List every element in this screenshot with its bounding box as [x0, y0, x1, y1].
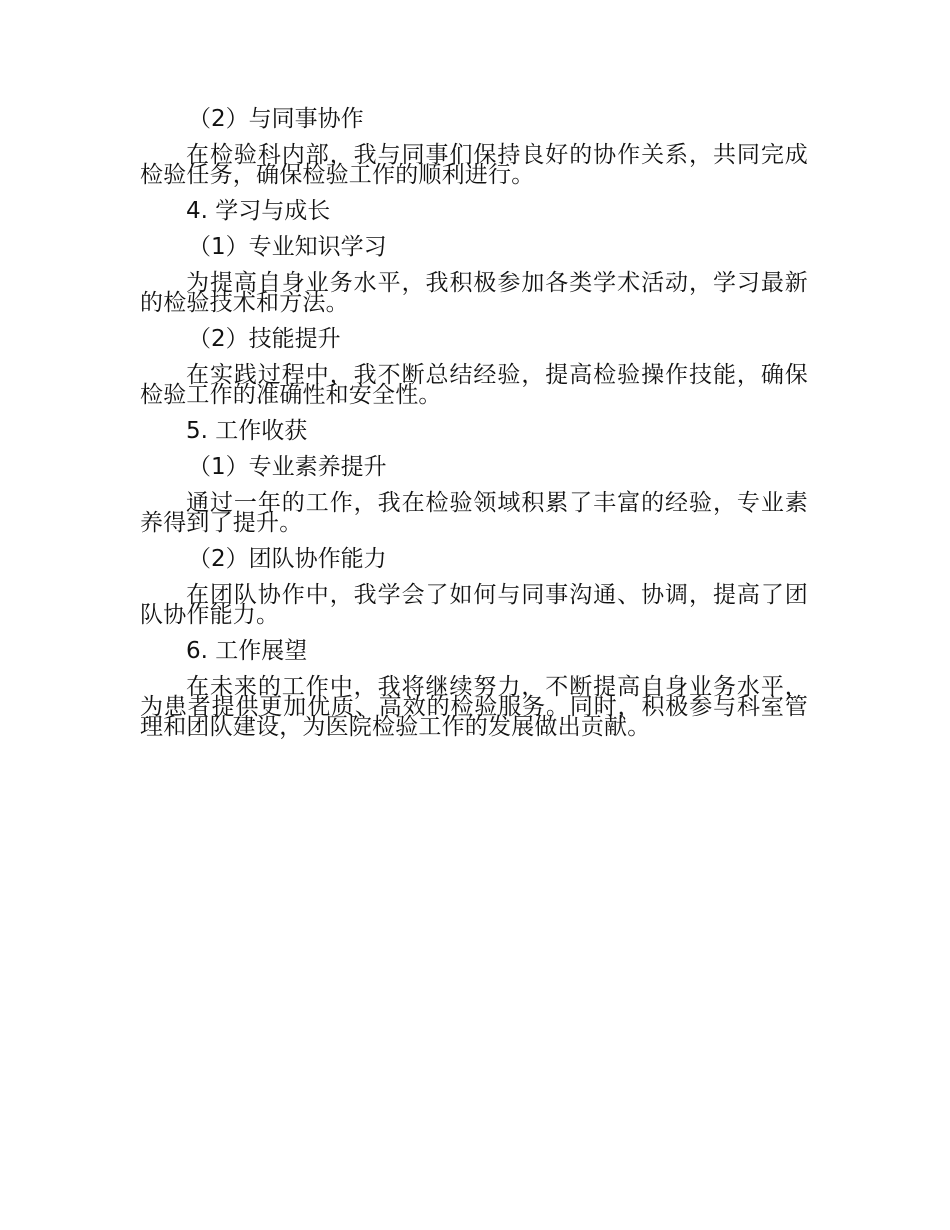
subheading-professional-knowledge: （1）专业知识学习	[188, 234, 387, 260]
document-body	[140, 101, 808, 745]
heading-work-gains: 5. 工作收获	[186, 418, 308, 444]
subheading-coworker-collaboration: （2）与同事协作	[188, 106, 364, 132]
subheading-professional-quality: （1）专业素养提升	[188, 454, 387, 480]
subheading-teamwork-ability: （2）团队协作能力	[188, 546, 387, 572]
paragraph-skill-improvement: 在实践过程中，我不断总结经验，提高检验操作技能，确保检验工作的准确性和安全性。	[140, 362, 808, 408]
paragraph-professional-quality: 通过一年的工作，我在检验领域积累了丰富的经验，专业素养得到了提升。	[140, 490, 808, 536]
paragraph-teamwork-ability: 在团队协作中，我学会了如何与同事沟通、协调，提高了团队协作能力。	[140, 582, 808, 628]
heading-work-outlook: 6. 工作展望	[186, 638, 308, 664]
paragraph-professional-knowledge: 为提高自身业务水平，我积极参加各类学术活动，学习最新的检验技术和方法。	[140, 270, 808, 316]
paragraph-coworker-collaboration: 在检验科内部，我与同事们保持良好的协作关系，共同完成检验任务，确保检验工作的顺利进行。	[140, 142, 808, 188]
subheading-skill-improvement: （2）技能提升	[188, 326, 341, 352]
heading-learning-and-growth: 4. 学习与成长	[186, 198, 331, 224]
paragraph-work-outlook: 在未来的工作中，我将继续努力，不断提高自身业务水平，为患者提供更加优质、高效的检验服务。同时，积极参与科室管理和团队建设，为医院检验工作的发展做出贡献。	[140, 674, 808, 740]
